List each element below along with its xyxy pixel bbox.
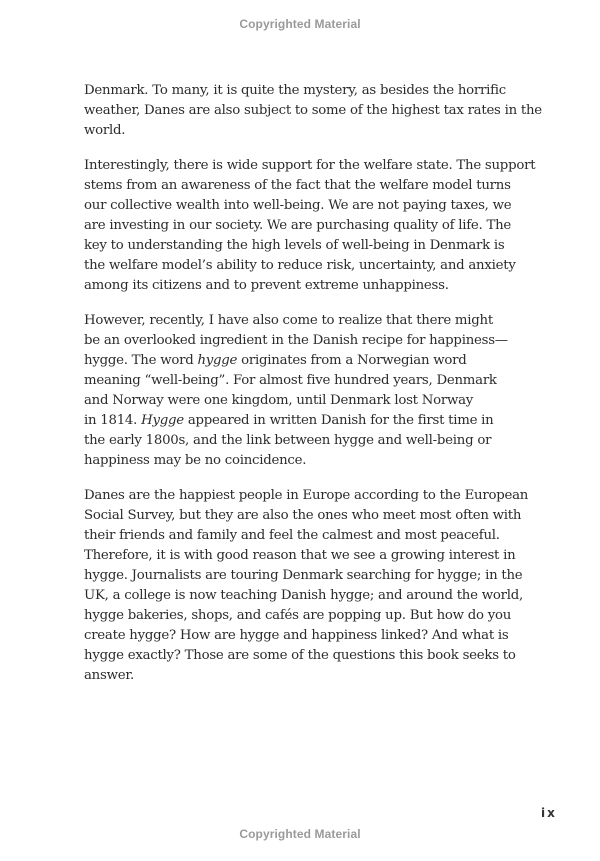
text-segment: are investing in our society. We are purchasing quality of life. The <box>84 218 512 233</box>
text-line <box>84 311 524 331</box>
text-line <box>84 391 524 411</box>
paragraph <box>84 81 542 141</box>
text-segment: Social Survey, but they are also the ones who meet most often with <box>84 508 522 523</box>
text-line <box>84 101 542 121</box>
text-segment: answer. <box>84 668 134 683</box>
text-segment: hygge bakeries, shops, and cafés are popping up. But how do you <box>84 608 512 623</box>
text-line <box>84 666 524 686</box>
paragraph <box>84 156 536 296</box>
text-line <box>84 276 524 296</box>
text-line <box>84 451 524 471</box>
text-segment: Denmark. To many, it is quite the mystery, as besides the horrific <box>84 83 506 98</box>
text-line <box>84 331 524 351</box>
text-segment: weather, Danes are also subject to some of the highest tax rates in the <box>84 103 542 118</box>
text-line <box>84 526 524 546</box>
text-line <box>84 236 524 256</box>
text-segment: appeared in written Danish for the first time in <box>183 413 494 428</box>
text-segment: However, recently, I have also come to realize that there might <box>84 313 493 328</box>
text-segment: the welfare model’s ability to reduce risk, uncertainty, and anxiety <box>84 258 516 273</box>
text-line <box>84 626 524 646</box>
text-line <box>84 81 524 101</box>
italic-term: Hygge <box>141 413 184 428</box>
text-segment: and Norway were one kingdom, until Denmark lost Norway <box>84 393 474 408</box>
text-segment: hygge. Journalists are touring Denmark searching for hygge; in the <box>84 568 523 583</box>
text-line <box>84 586 524 606</box>
text-segment: their friends and family and feel the calmest and most peaceful. <box>84 528 500 543</box>
text-line <box>84 371 524 391</box>
text-line <box>84 606 524 626</box>
text-line <box>84 546 524 566</box>
text-segment: hygge. The word <box>84 353 198 368</box>
text-line <box>84 156 536 176</box>
text-segment: stems from an awareness of the fact that the welfare model turns <box>84 178 511 193</box>
text-segment: key to understanding the high levels of well-being in Denmark is <box>84 238 505 253</box>
text-segment: be an overlooked ingredient in the Danish recipe for happiness— <box>84 333 508 348</box>
text-segment: meaning “well-being”. For almost five hundred years, Denmark <box>84 373 497 388</box>
text-segment: create hygge? How are hygge and happiness linked? And what is <box>84 628 509 643</box>
text-line <box>84 176 524 196</box>
text-line <box>84 216 524 236</box>
text-line <box>84 486 529 506</box>
text-segment: hygge exactly? Those are some of the questions this book seeks to <box>84 648 516 663</box>
body-text <box>84 81 542 701</box>
text-segment: happiness may be no coincidence. <box>84 453 307 468</box>
text-line <box>84 506 524 526</box>
paragraph <box>84 486 529 686</box>
page-number: ix <box>541 806 557 820</box>
text-line <box>84 196 524 216</box>
italic-term: hygge <box>197 353 238 368</box>
text-segment: Therefore, it is with good reason that we see a growing interest in <box>84 548 516 563</box>
text-line <box>84 256 524 276</box>
text-segment: among its citizens and to prevent extreme unhappiness. <box>84 278 449 293</box>
text-segment: in 1814. <box>84 413 142 428</box>
copyright-watermark-top: Copyrighted Material <box>239 17 361 31</box>
text-segment: UK, a college is now teaching Danish hygge; and around the world, <box>84 588 523 603</box>
text-segment: Danes are the happiest people in Europe according to the European <box>84 488 529 503</box>
text-line <box>84 566 524 586</box>
text-segment: our collective wealth into well-being. We are not paying taxes, we <box>84 198 512 213</box>
text-line <box>84 351 524 371</box>
text-line <box>84 646 524 666</box>
text-segment: Interestingly, there is wide support for the welfare state. The support <box>84 158 536 173</box>
paragraph <box>84 311 524 471</box>
text-segment: originates from a Norwegian word <box>237 353 467 368</box>
text-line <box>84 411 524 431</box>
text-line <box>84 121 524 141</box>
copyright-watermark-bottom: Copyrighted Material <box>239 827 361 841</box>
text-segment: world. <box>84 123 126 138</box>
text-segment: the early 1800s, and the link between hygge and well-being or <box>84 433 492 448</box>
text-line <box>84 431 524 451</box>
